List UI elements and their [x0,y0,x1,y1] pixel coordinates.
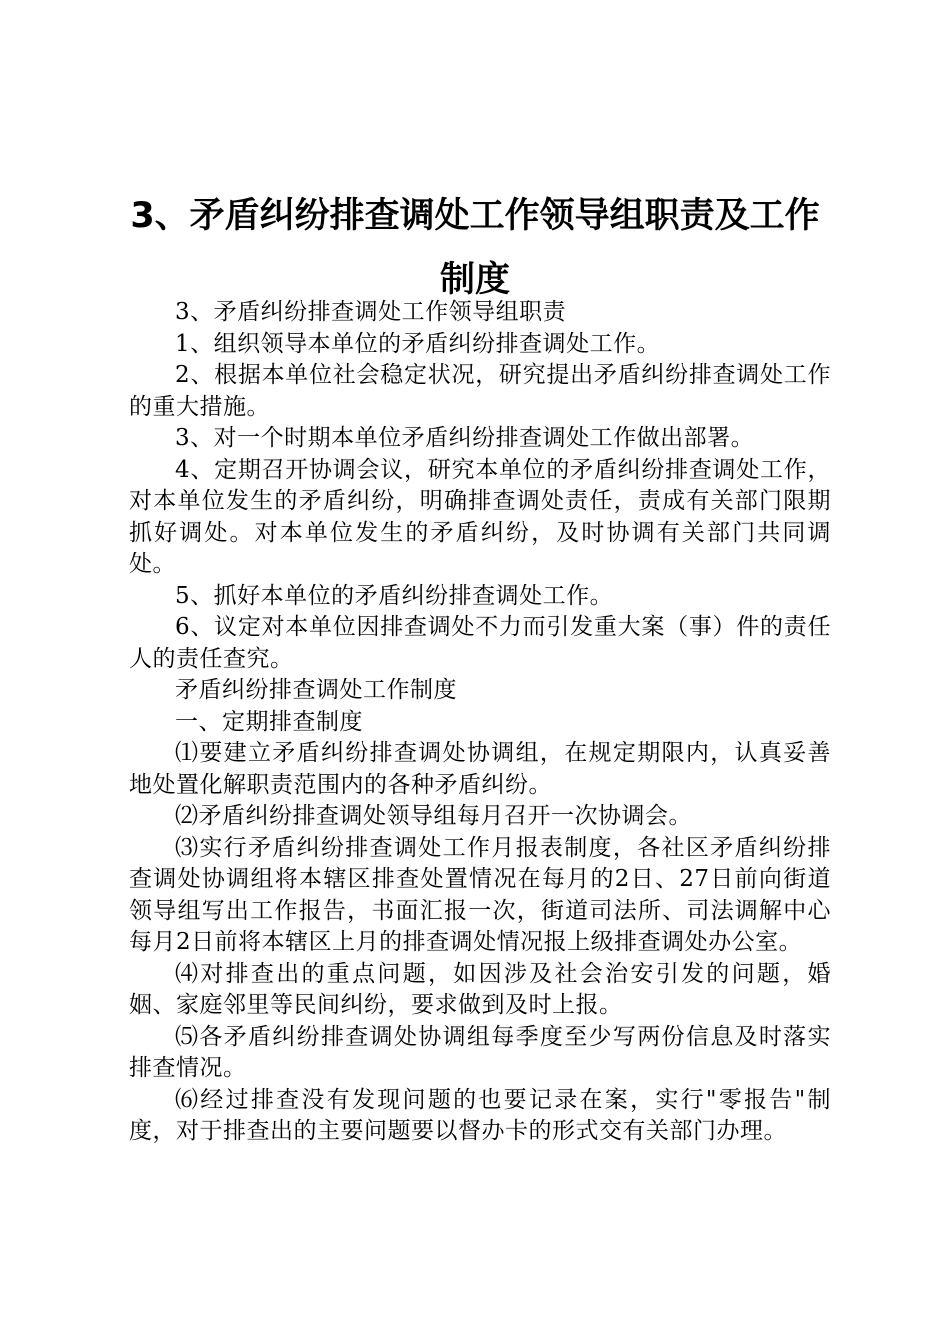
section-heading: 矛盾纠纷排查调处工作制度 [175,677,457,703]
paragraph: 2、根据本单位社会稳定状况，研究提出矛盾纠纷排查调处工作的重大措施。 [129,362,831,420]
paragraph: 3、对一个时期本单位矛盾纠纷排查调处工作做出部署。 [175,425,755,451]
paragraph: 5、抓好本单位的矛盾纠纷排查调处工作。 [175,582,614,609]
paragraph: ⑷对排查出的重点问题，如因涉及社会治安引发的问题，婚姻、家庭邻里等民间纠纷，要求做到及时上报。 [129,960,831,1018]
document-body [129,297,831,1148]
subsection-heading: 一、定期排查制度 [175,708,363,735]
paragraph: 1、组织领导本单位的矛盾纠纷排查调处工作。 [175,330,661,357]
paragraph: ⑶实行矛盾纠纷排查调处工作月报表制度，各社区矛盾纠纷排查调处协调组将本辖区排查处置情况在每月的2日、27日前向街道领导组写出工作报告，书面汇报一次，街道司法所、司法调解中心每月2日前将本辖区上月的排查调处情况报上级排查调处办公室。 [129,834,831,955]
paragraph: ⑹经过排查没有发现问题的也要记录在案，实行"零报告"制度，对于排查出的主要问题要以督办卡的形式交有关部门办理。 [129,1086,831,1144]
paragraph: 3、矛盾纠纷排查调处工作领导组职责 [175,299,567,325]
document-title: 3、矛盾纠纷排查调处工作领导组职责及工作制度 [130,196,820,300]
paragraph: 4、定期召开协调会议，研究本单位的矛盾纠纷排查调处工作，对本单位发生的矛盾纠纷，明确排查调处责任，责成有关部门限期抓好调处。对本单位发生的矛盾纠纷，及时协调有关部门共同调处。 [129,456,831,577]
paragraph: ⑵矛盾纠纷排查调处领导组每月召开一次协调会。 [175,803,692,829]
paragraph: 6、议定对本单位因排查调处不力而引发重大案（事）件的责任人的责任查究。 [129,614,831,672]
paragraph: ⑴要建立矛盾纠纷排查调处协调组，在规定期限内，认真妥善地处置化解职责范围内的各种矛盾纠纷。 [129,740,831,798]
paragraph: ⑸各矛盾纠纷排查调处协调组每季度至少写两份信息及时落实排查情况。 [129,1023,831,1081]
